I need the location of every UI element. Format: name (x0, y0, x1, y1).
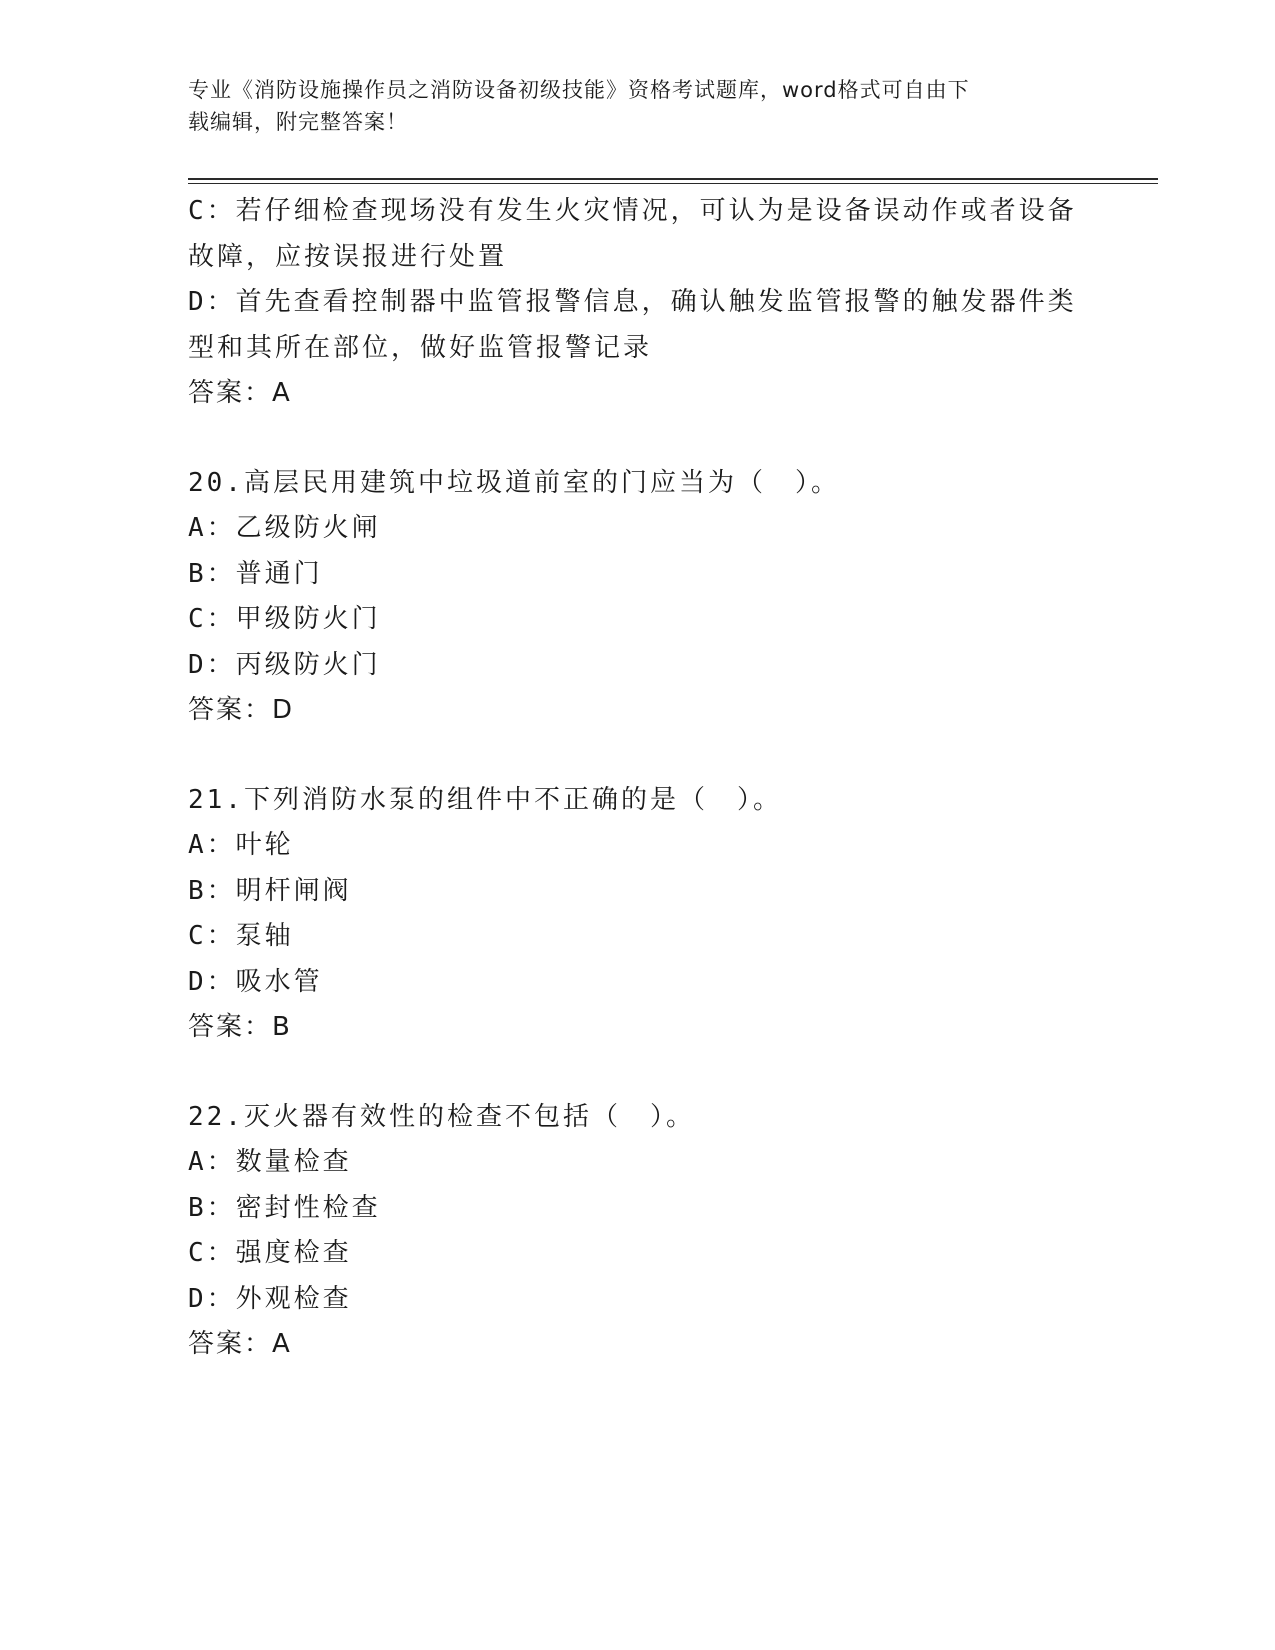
option-d-line-1: D：首先查看控制器中监管报警信息，确认触发监管报警的触发器件类 (188, 287, 1077, 317)
option-c: C：泵轴 (188, 921, 294, 951)
option-a: A：数量检查 (188, 1147, 352, 1177)
question-gap (188, 734, 1088, 778)
answer: 答案：A (188, 1329, 292, 1359)
option-b: B：普通门 (188, 558, 323, 589)
answer: 答案：D (188, 695, 295, 725)
question-stem: 20.高层民用建筑中垃圾道前室的门应当为（ ）。 (188, 467, 840, 498)
question-stem: 22.灭火器有效性的检查不包括（ ）。 (188, 1101, 695, 1132)
header-line-1: 专业《消防设施操作员之消防设备初级技能》资格考试题库，word格式可自由下 (188, 78, 970, 102)
option-d: D：外观检查 (188, 1283, 352, 1314)
question-21 (188, 778, 1088, 1051)
option-c-line-2: 故障，应按误报进行处置 (188, 241, 508, 272)
answer: 答案：A (188, 378, 292, 408)
option-b: B：明杆闸阀 (188, 875, 352, 906)
option-c: C：甲级防火门 (188, 604, 381, 634)
header-divider-thin (188, 183, 1158, 184)
option-b: B：密封性检查 (188, 1192, 381, 1223)
header-divider-thick (188, 178, 1158, 180)
option-d: D：吸水管 (188, 966, 323, 997)
option-a: A：乙级防火闸 (188, 513, 381, 543)
question-gap (188, 417, 1088, 461)
option-a: A：叶轮 (188, 830, 294, 860)
continued-question (188, 189, 1088, 417)
document-header (188, 74, 1068, 138)
header-line-2: 载编辑，附完整答案！ (188, 110, 408, 134)
option-d: D：丙级防火门 (188, 649, 381, 680)
question-20 (188, 461, 1088, 734)
option-c: C：强度检查 (188, 1238, 352, 1268)
question-list (188, 189, 1088, 1368)
question-stem: 21.下列消防水泵的组件中不正确的是（ ）。 (188, 784, 782, 815)
answer: 答案：B (188, 1012, 292, 1042)
question-22 (188, 1095, 1088, 1368)
option-d-line-2: 型和其所在部位，做好监管报警记录 (188, 332, 653, 363)
question-gap (188, 1051, 1088, 1095)
option-c-line-1: C：若仔细检查现场没有发生火灾情况，可认为是设备误动作或者设备 (188, 196, 1077, 226)
